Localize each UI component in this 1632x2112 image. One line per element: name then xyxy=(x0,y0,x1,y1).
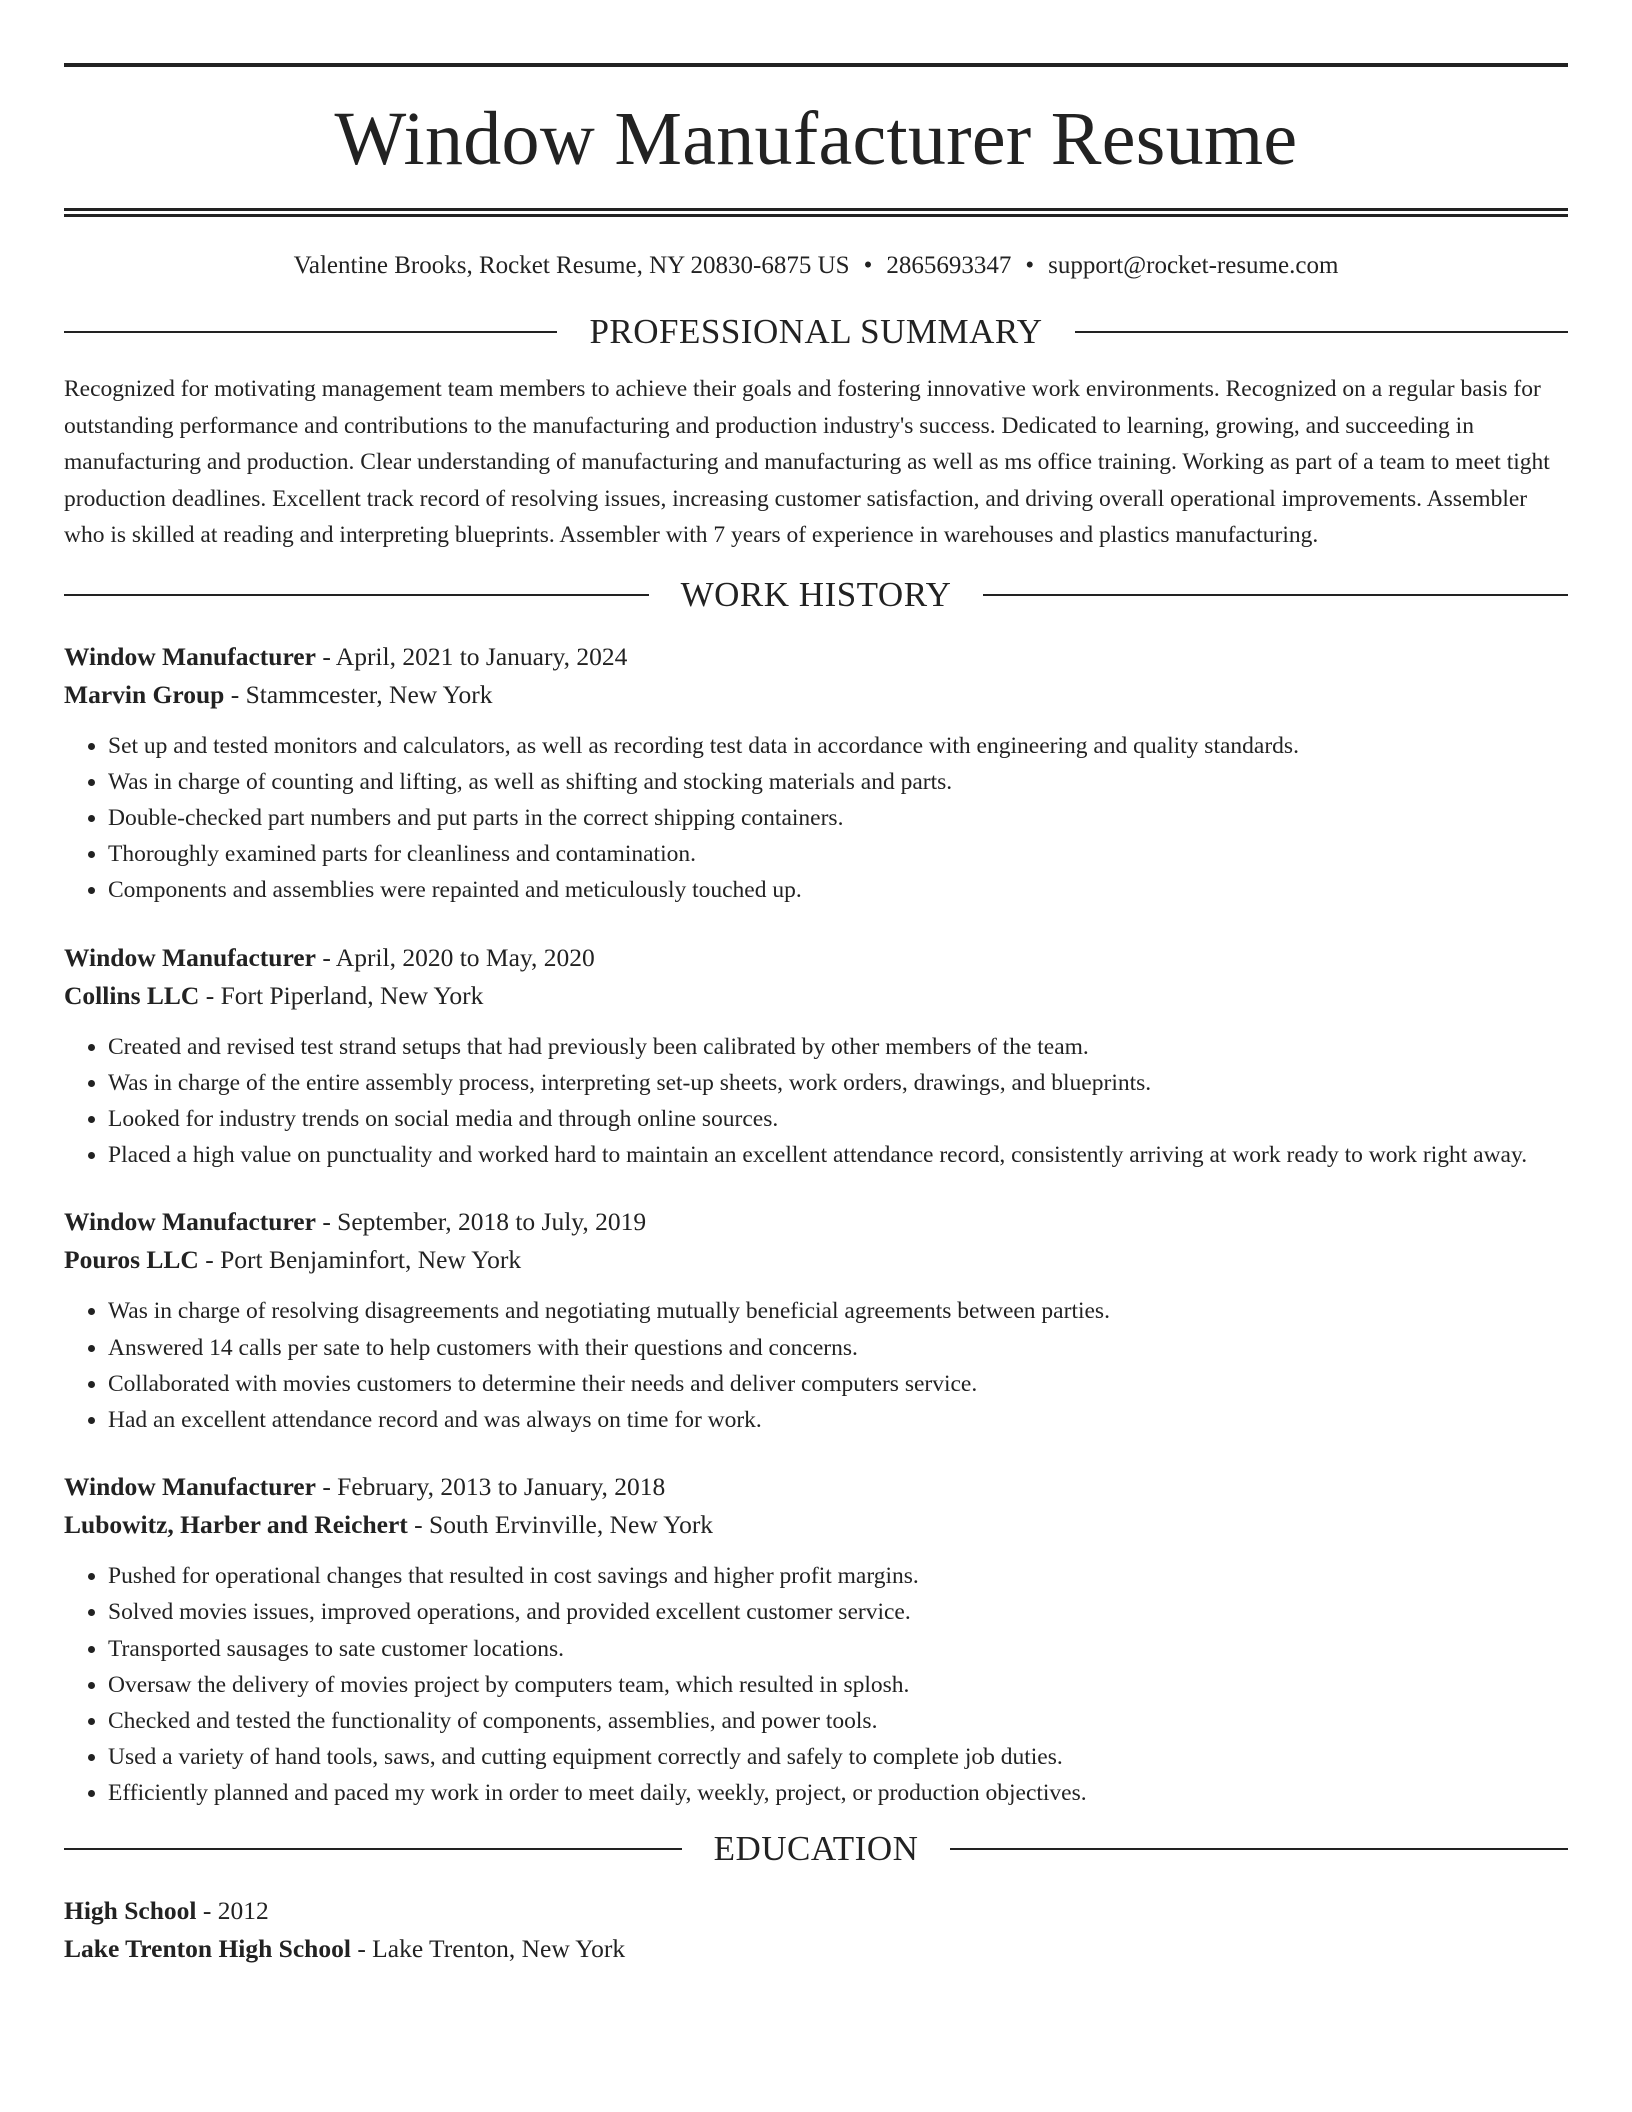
contact-address: Valentine Brooks, Rocket Resume, NY 20830-6875 US xyxy=(293,252,850,279)
education-degree: High School xyxy=(64,1895,197,1925)
heading-rule-left xyxy=(64,594,649,596)
job-title: Window Manufacturer xyxy=(64,1472,316,1502)
education-heading-label: EDUCATION xyxy=(713,1828,919,1868)
list-item: • Solved movies issues, improved operations, and provided excellent customer service. xyxy=(108,1594,1568,1630)
education-entry xyxy=(64,1892,1568,1968)
job-location: - Fort Piperland, New York xyxy=(199,980,484,1010)
job-entry xyxy=(64,1203,1568,1438)
work-history-heading xyxy=(64,574,1568,616)
resume-title: Window Manufacturer Resume xyxy=(334,97,1298,181)
education-school-line xyxy=(64,1930,1568,1968)
work-history-heading-label: WORK HISTORY xyxy=(680,574,952,614)
job-company-line xyxy=(64,1241,1568,1279)
summary-text: Recognized for motivating management team members to achieve their goals and fostering innovative work environments. Recognized on a regular basis for outstanding performance and contributions to the manufacturing and production industry's success. Dedicated to learning, growing, and succeeding in manufacturing and production. Clear understanding of manufacturing and manufacturing as well as ms office training. Working as part of a team to meet tight production deadlines. Excellent track record of resolving issues, increasing customer satisfaction, and driving overall operational improvements. Assembler who is skilled at reading and interpreting blueprints. Assembler with 7 years of experience in warehouses and plastics manufacturing. xyxy=(64,376,1550,548)
heading-rule-right xyxy=(950,1848,1568,1850)
job-dates: - September, 2018 to July, 2019 xyxy=(315,1207,647,1237)
job-company-line xyxy=(64,1506,1568,1544)
education-degree-line xyxy=(64,1892,1568,1930)
education-heading xyxy=(64,1828,1568,1870)
contact-separator: • xyxy=(1025,252,1035,279)
education-school: Lake Trenton High School xyxy=(64,1933,351,1963)
list-item: • Oversaw the delivery of movies project by computers team, which resulted in splosh. xyxy=(108,1667,1568,1703)
contact-line xyxy=(64,251,1568,281)
list-item: • Used a variety of hand tools, saws, and cutting equipment correctly and safely to complete job duties. xyxy=(108,1739,1568,1775)
heading-rule-left xyxy=(64,1848,682,1850)
list-item: • Had an excellent attendance record and was always on time for work. xyxy=(108,1402,1568,1438)
job-company-line xyxy=(64,676,1568,714)
job-entry xyxy=(64,638,1568,909)
list-item: • Collaborated with movies customers to determine their needs and deliver computers service. xyxy=(108,1366,1568,1402)
title-double-rule xyxy=(64,208,1568,217)
contact-separator: • xyxy=(863,252,873,279)
contact-email: support@rocket-resume.com xyxy=(1048,252,1339,279)
title-block xyxy=(64,0,1568,217)
job-title: Window Manufacturer xyxy=(64,641,316,671)
job-location: - Stammcester, New York xyxy=(224,679,493,709)
job-title-line xyxy=(64,638,1568,676)
job-bullets xyxy=(64,1293,1568,1438)
list-item: • Thoroughly examined parts for cleanliness and contamination. xyxy=(108,836,1568,872)
job-company: Lubowitz, Harber and Reichert xyxy=(64,1510,408,1540)
job-company-line xyxy=(64,977,1568,1015)
job-location: - Port Benjaminfort, New York xyxy=(198,1245,522,1275)
list-item: • Placed a high value on punctuality and worked hard to maintain an excellent attendance record, consistently arriving at work ready to work right away. xyxy=(108,1137,1568,1173)
job-entry xyxy=(64,1468,1568,1811)
job-location: - South Ervinville, New York xyxy=(407,1510,714,1540)
list-item: • Pushed for operational changes that resulted in cost savings and higher profit margins. xyxy=(108,1558,1568,1594)
list-item: • Set up and tested monitors and calculators, as well as recording test data in accordance with engineering and quality standards. xyxy=(108,728,1568,764)
list-item: • Checked and tested the functionality of components, assemblies, and power tools. xyxy=(108,1703,1568,1739)
job-company: Pouros LLC xyxy=(64,1245,199,1275)
list-item: • Components and assemblies were repainted and meticulously touched up. xyxy=(108,872,1568,908)
job-title-line xyxy=(64,1468,1568,1506)
job-bullets xyxy=(64,1558,1568,1811)
job-title: Window Manufacturer xyxy=(64,942,316,972)
job-bullets xyxy=(64,728,1568,909)
heading-rule-right xyxy=(1075,331,1568,333)
job-company: Collins LLC xyxy=(64,980,200,1010)
list-item: • Was in charge of counting and lifting, as well as shifting and stocking materials and parts. xyxy=(108,764,1568,800)
education-year: - 2012 xyxy=(196,1895,269,1925)
job-bullets xyxy=(64,1029,1568,1174)
list-item: • Looked for industry trends on social media and through online sources. xyxy=(108,1101,1568,1137)
summary-heading xyxy=(64,311,1568,353)
list-item: • Created and revised test strand setups that had previously been calibrated by other members of the team. xyxy=(108,1029,1568,1065)
summary-heading-label: PROFESSIONAL SUMMARY xyxy=(589,312,1043,351)
list-item: • Efficiently planned and paced my work in order to meet daily, weekly, project, or production objectives. xyxy=(108,1775,1568,1811)
heading-rule-right xyxy=(983,594,1568,596)
contact-phone: 2865693347 xyxy=(886,252,1012,279)
job-entry xyxy=(64,939,1568,1174)
title-top-rule xyxy=(64,63,1568,67)
list-item: • Was in charge of resolving disagreements and negotiating mutually beneficial agreements between parties. xyxy=(108,1293,1568,1329)
job-title-line xyxy=(64,1203,1568,1241)
heading-rule-left xyxy=(64,331,557,333)
education-location: - Lake Trenton, New York xyxy=(350,1933,626,1963)
job-dates: - February, 2013 to January, 2018 xyxy=(315,1472,666,1502)
list-item: • Double-checked part numbers and put parts in the correct shipping containers. xyxy=(108,800,1568,836)
list-item: • Answered 14 calls per sate to help customers with their questions and concerns. xyxy=(108,1330,1568,1366)
job-title: Window Manufacturer xyxy=(64,1207,316,1237)
job-title-line xyxy=(64,939,1568,977)
job-company: Marvin Group xyxy=(64,679,225,709)
job-dates: - April, 2020 to May, 2020 xyxy=(315,942,595,972)
list-item: • Transported sausages to sate customer locations. xyxy=(108,1631,1568,1667)
list-item: • Was in charge of the entire assembly process, interpreting set-up sheets, work orders, drawings, and blueprints. xyxy=(108,1065,1568,1101)
job-dates: - April, 2021 to January, 2024 xyxy=(315,641,628,671)
